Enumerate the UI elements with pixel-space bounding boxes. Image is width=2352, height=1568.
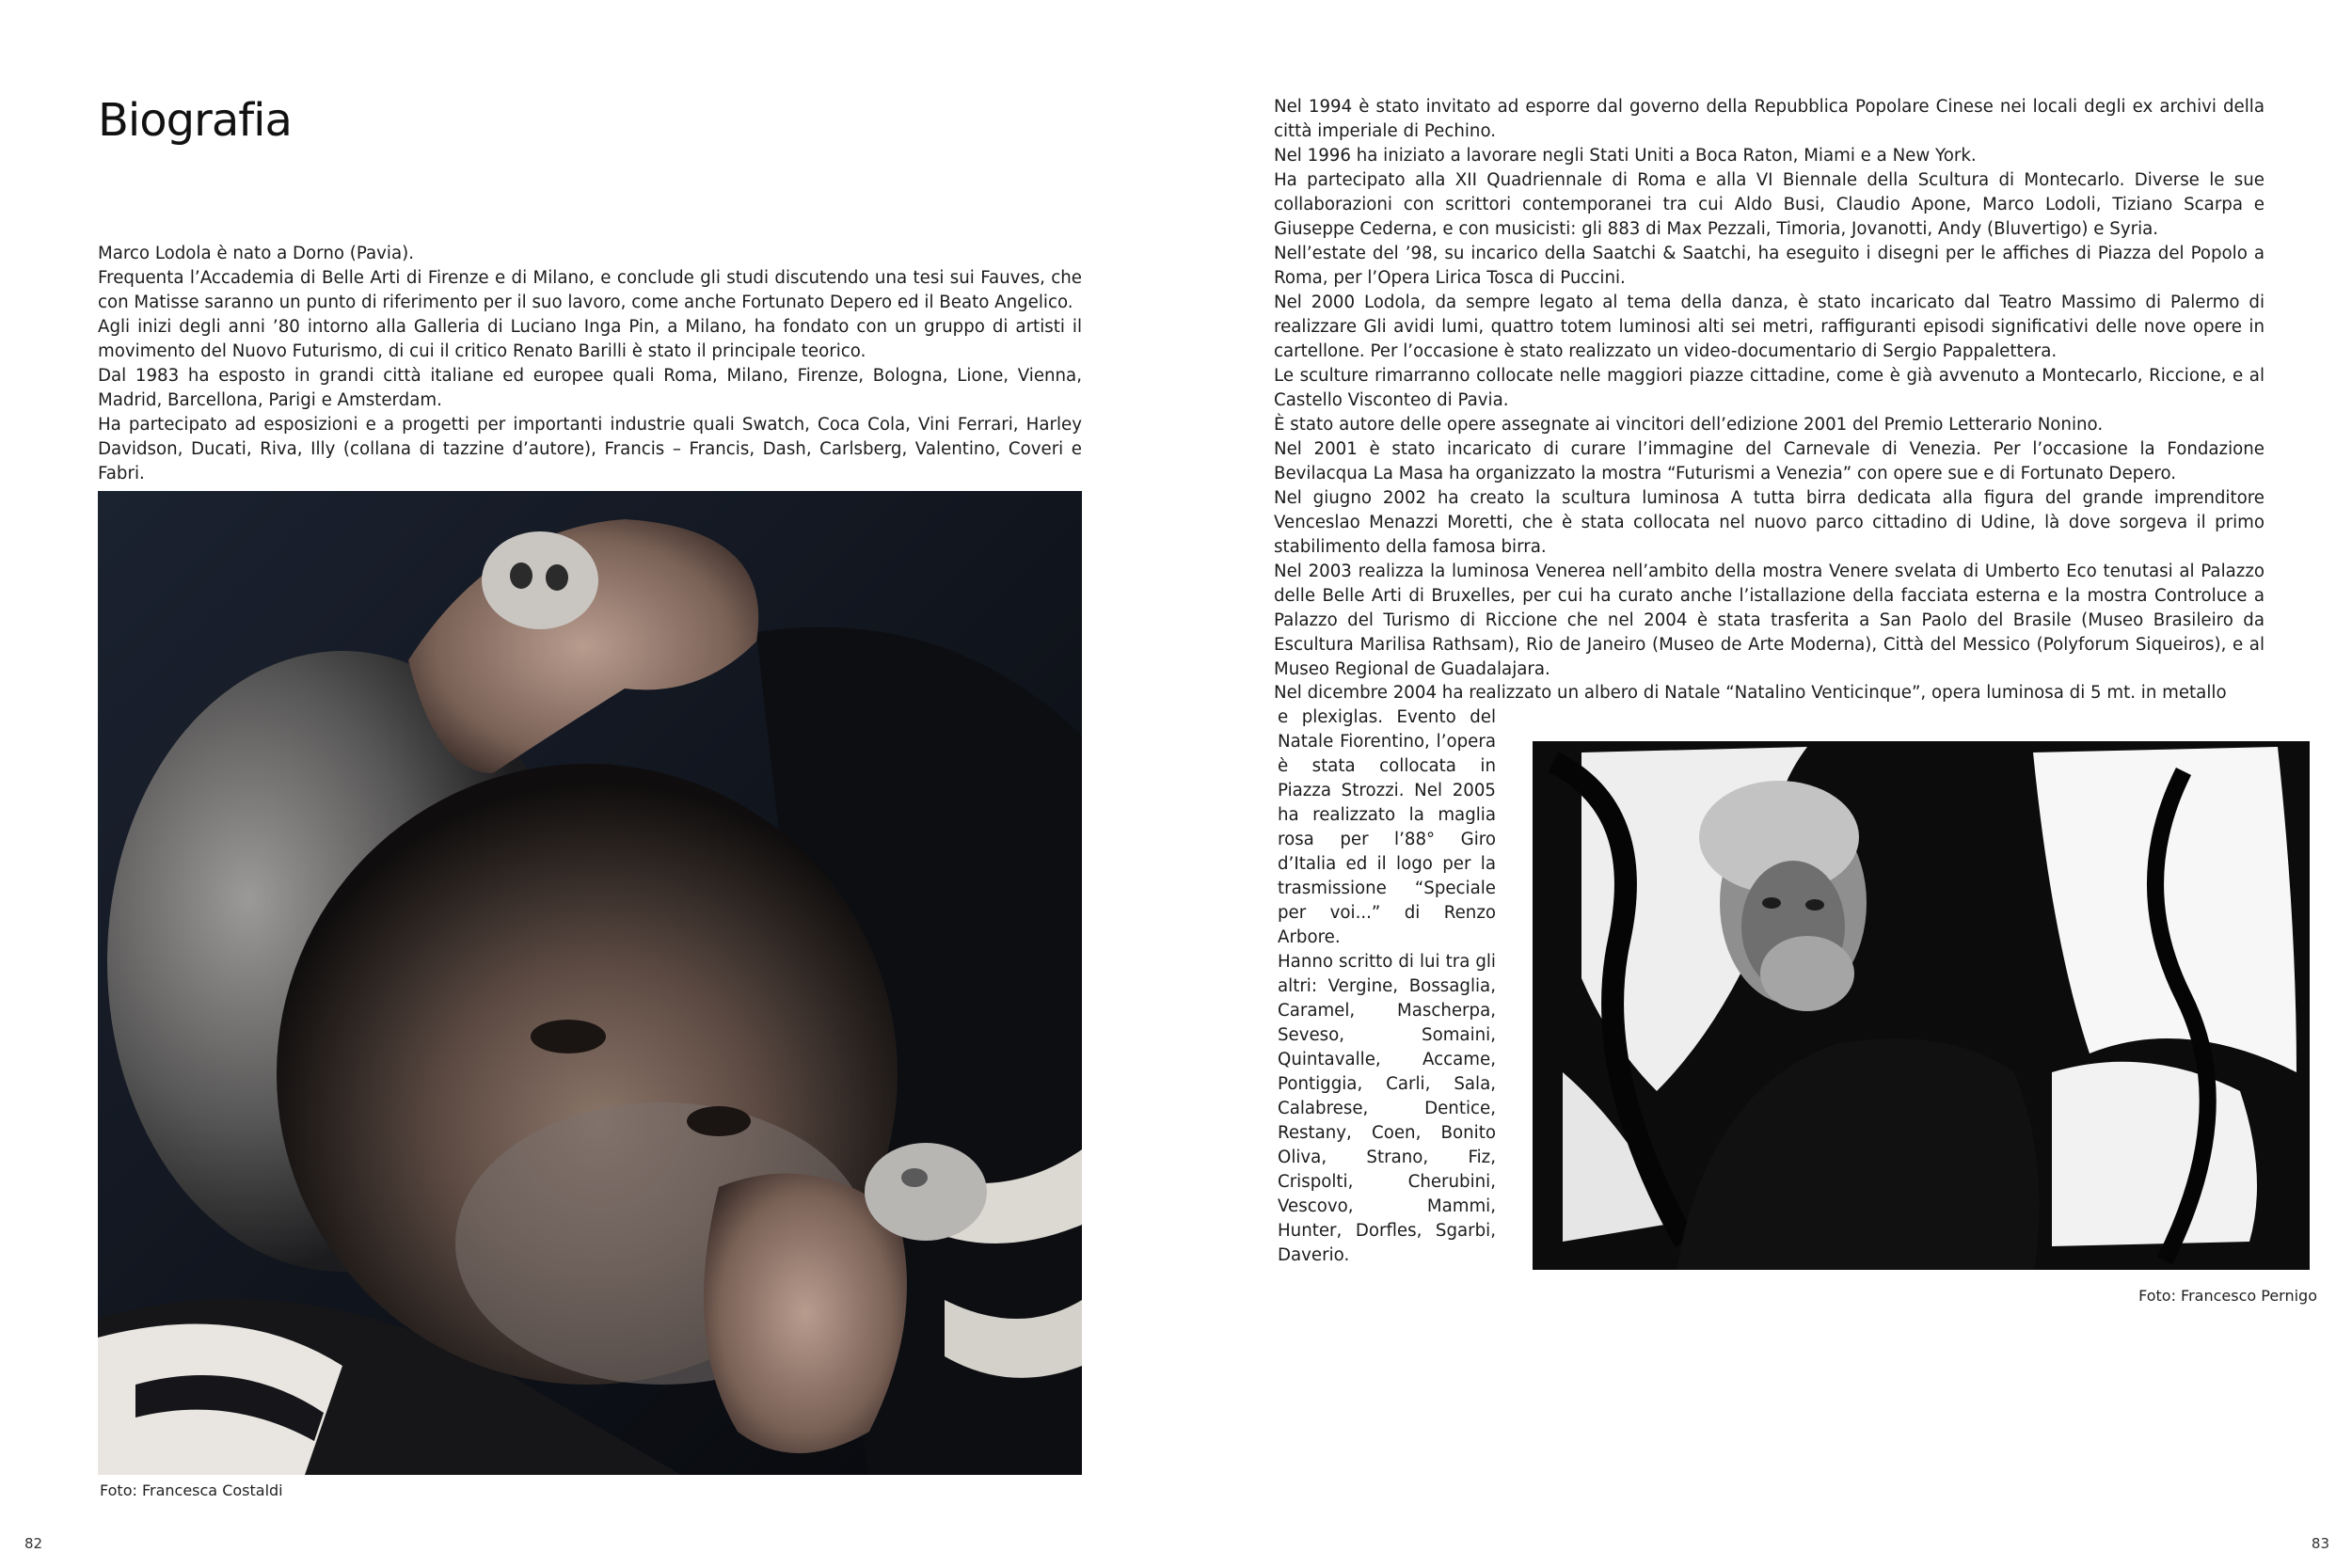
paragraph: Agli inizi degli anni ’80 intorno alla Galleria di Luciano Inga Pin, a Milano, ha fondato con un gruppo di artisti il movimento del Nuovo Futurismo, di cui il critico Renato Barilli è stato il principale teorico. — [98, 317, 1082, 361]
paragraph: Hanno scritto di lui tra gli altri: Vergine, Bossaglia, Caramel, Mascherpa, Seveso, Somaini, Quintavalle, Accame, Pontiggia, Carli, Sala, Calabrese, Dentice, Restany, Coen, Bonito Oliva, Strano, Fiz, Crispolti, Cherubini, Vescovo, Mammi, Hunter, Dorfles, Sgarbi, Daverio. — [1278, 952, 1496, 1265]
right-body-text — [1274, 95, 2265, 682]
paragraph: Nel 2000 Lodola, da sempre legato al tema della danza, è stato incaricato dal Teatro Massimo di Palermo di realizzare Gli avidi lumi, quattro totem luminosi alti sei metri, raffiguranti episodi significativi delle nove opere in cartellone. Per l’occasione è stato realizzato un video-documentario di Sergio Pappalettera. — [1274, 293, 2265, 361]
photo-caption: Foto: Francesco Pernigo — [2138, 1287, 2317, 1305]
paragraph: Nel 2003 realizza la luminosa Venerea nell’ambito della mostra Venere svelata di Umberto Eco tenutasi al Palazzo delle Belle Arti di Bruxelles, per cui ha curato anche l’istallazione della facciata esterna e la mostra Controluce a Palazzo del Turismo di Riccione che nel 2004 è stata trasferita a San Paolo del Brasile (Museo Brasileiro da Escultura Marilisa Rathsam), Rio de Janeiro (Museo de Arte Moderna), Città del Messico (Polyforum Siqueiros), e al Museo Regional de Guadalajara. — [1274, 562, 2265, 679]
paragraph: Nel giugno 2002 ha creato la scultura luminosa A tutta birra dedicata alla figura del grande imprenditore Venceslao Menazzi Moretti, che è stata collocata nel nuovo parco cittadino di Udine, là dove sorgeva il primo stabilimento della famosa birra. — [1274, 488, 2265, 557]
paragraph: Frequenta l’Accademia di Belle Arti di Firenze e di Milano, e conclude gli studi discutendo una tesi sui Fauves, che con Matisse saranno un punto di riferimento per il suo lavoro, come anche Fortunato Depero ed il Beato Angelico. — [98, 268, 1082, 312]
page-number: 82 — [24, 1535, 43, 1552]
paragraph: Nell’estate del ’98, su incarico della Saatchi & Saatchi, ha eseguito i disegni per le affiches di Piazza del Popolo a Roma, per l’Opera Lirica Tosca di Puccini. — [1274, 244, 2265, 288]
paragraph: È stato autore delle opere assegnate ai vincitori dell’edizione 2001 del Premio Letterario Nonino. — [1274, 415, 2104, 435]
paragraph: Marco Lodola è nato a Dorno (Pavia). — [98, 244, 414, 263]
paragraph: Nel dicembre 2004 ha realizzato un albero di Natale “Natalino Venticinque”, opera luminosa di 5 mt. in metallo — [1274, 683, 2227, 703]
right-body-text-last-line — [1274, 681, 2265, 705]
page-number: 83 — [2311, 1535, 2329, 1552]
paragraph: Ha partecipato alla XII Quadriennale di Roma e alla VI Biennale della Scultura di Montecarlo. Diverse le sue collaborazioni con scrittori contemporanei tra cui Aldo Busi, Claudio Apone, Marco Lodoli, Tiziano Scarpa e Giuseppe Cederna, e con musicisti: gli 883 di Max Pezzali, Timoria, Jovanotti, Andy (Bluvertigo) e Syria. — [1274, 170, 2265, 239]
left-body-text — [98, 242, 1082, 486]
paragraph: Nel 2001 è stato incaricato di curare l’immagine del Carnevale di Venezia. Per l’occasione la Fondazione Bevilacqua La Masa ha organizzato la mostra “Futurismi a Venezia” con opere sue e di Fortunato Depero. — [1274, 439, 2265, 483]
paragraph: Le sculture rimarranno collocate nelle maggiori piazze cittadine, come è già avvenuto a Montecarlo, Riccione, e al Castello Visconteo di Pavia. — [1274, 366, 2265, 410]
paragraph: Ha partecipato ad esposizioni e a progetti per importanti industrie quali Swatch, Coca Cola, Vini Ferrari, Harley Davidson, Ducati, Riva, Illy (collana di tazzine d’autore), Francis – Francis, Dash, Carlsberg, Valentino, Coveri e Fabri. — [98, 415, 1082, 483]
page-title: Biografia — [98, 94, 292, 147]
paragraph: Dal 1983 ha esposto in grandi città italiane ed europee quali Roma, Milano, Firenze, Bologna, Lione, Vienna, Madrid, Barcellona, Parigi e Amsterdam. — [98, 366, 1082, 410]
portrait-photo-color — [98, 491, 1082, 1475]
portrait-photo-bw — [1525, 734, 2317, 1277]
paragraph: Nel 1994 è stato invitato ad esporre dal governo della Repubblica Popolare Cinese nei locali degli ex archivi della città imperiale di Pechino. — [1274, 97, 2265, 141]
right-narrow-column — [1278, 705, 1496, 1268]
paragraph: e plexiglas. Evento del Natale Fiorentino, l’opera è stata collocata in Piazza Strozzi. Nel 2005 ha realizzato la maglia rosa per l’88° Giro d’Italia ed il logo per la trasmissione “Speciale per voi...” di Renzo Arbore. — [1278, 707, 1496, 947]
photo-caption: Foto: Francesca Costaldi — [100, 1481, 283, 1499]
paragraph: Nel 1996 ha iniziato a lavorare negli Stati Uniti a Boca Raton, Miami e a New York. — [1274, 146, 1977, 166]
